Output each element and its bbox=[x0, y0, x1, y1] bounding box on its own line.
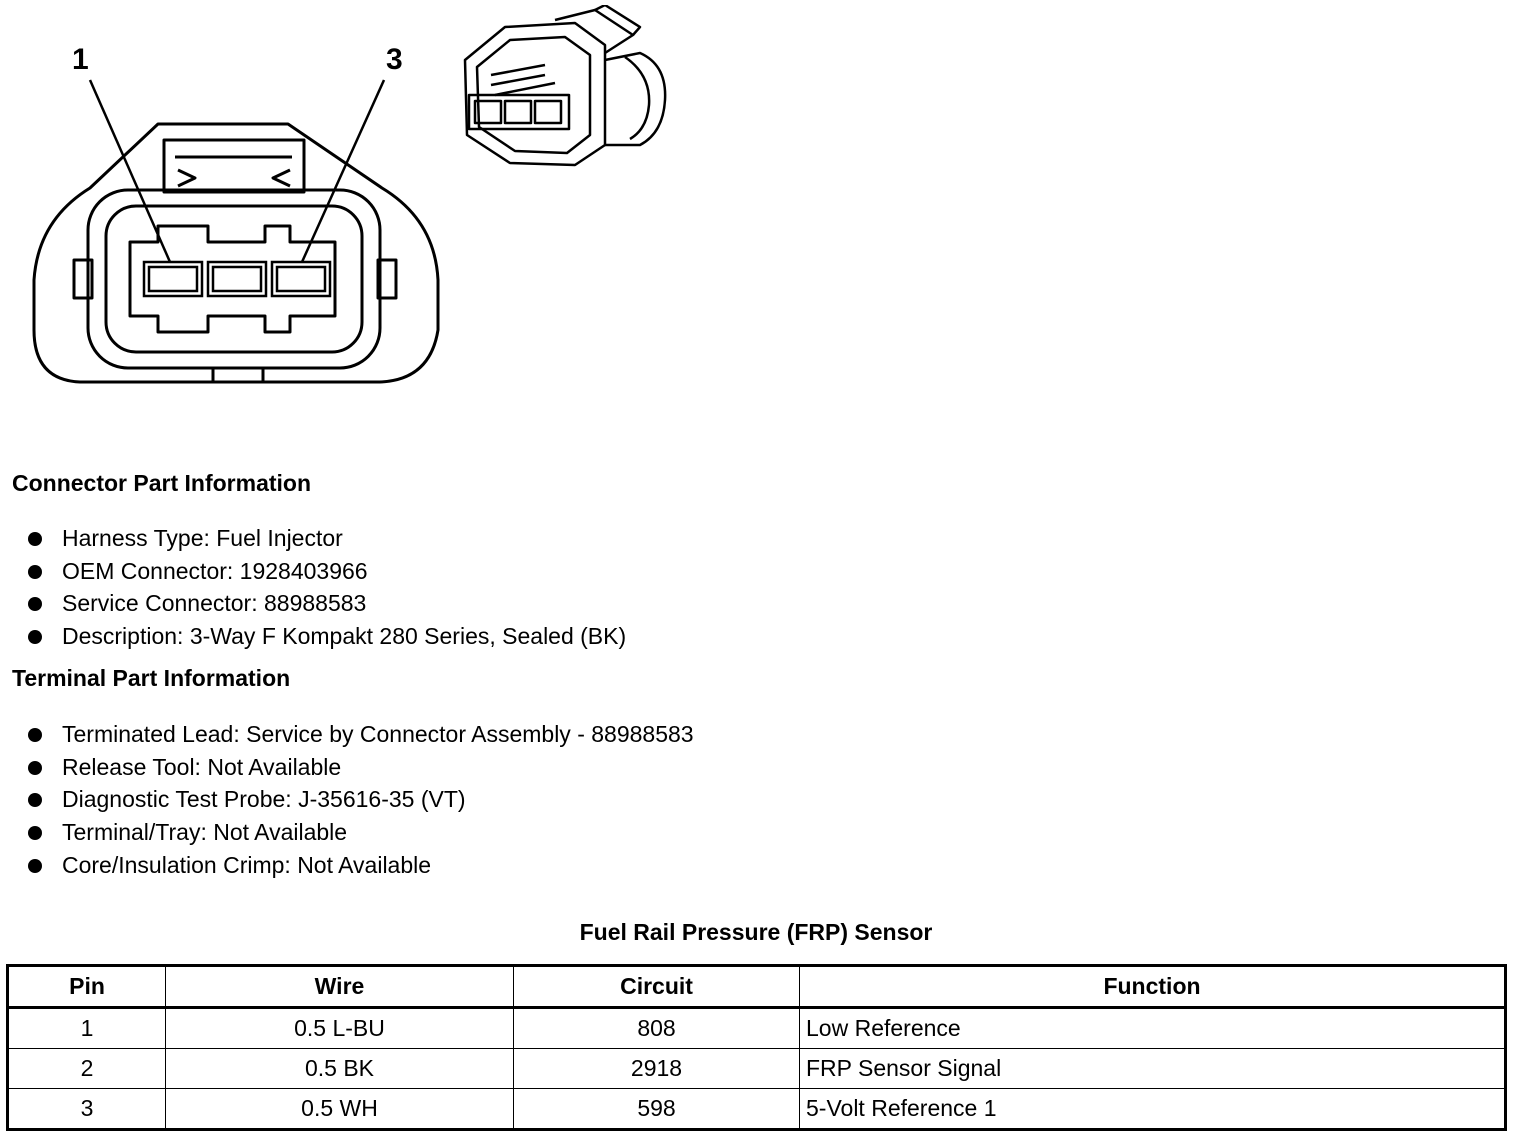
table-row bbox=[8, 1089, 1506, 1130]
connector-face-diagram bbox=[30, 40, 450, 390]
column-header-pin: Pin bbox=[8, 966, 166, 1008]
list-item: Diagnostic Test Probe: J-35616-35 (VT) bbox=[28, 783, 694, 816]
list-item: Terminated Lead: Service by Connector Assembly - 88988583 bbox=[28, 718, 694, 751]
bullet-icon bbox=[28, 532, 42, 546]
connector-3d-illustration bbox=[455, 5, 680, 175]
wire-cell: 0.5 WH bbox=[166, 1089, 514, 1130]
table-header-row bbox=[8, 966, 1506, 1008]
pin-1-callout: 1 bbox=[72, 43, 89, 76]
list-item: Terminal/Tray: Not Available bbox=[28, 816, 694, 849]
pinout-table bbox=[6, 964, 1507, 1131]
circuit-cell: 598 bbox=[514, 1089, 800, 1130]
bullet-icon bbox=[28, 597, 42, 611]
pinout-table-title: Fuel Rail Pressure (FRP) Sensor bbox=[579, 919, 933, 945]
list-item: Service Connector: 88988583 bbox=[28, 587, 626, 620]
pin-cell: 3 bbox=[8, 1089, 166, 1130]
terminal-info-list bbox=[28, 718, 694, 881]
bullet-icon bbox=[28, 826, 42, 840]
terminal-info-heading: Terminal Part Information bbox=[12, 665, 291, 691]
wire-cell: 0.5 BK bbox=[166, 1049, 514, 1089]
column-header-circuit: Circuit bbox=[514, 966, 800, 1008]
pin-3-callout: 3 bbox=[386, 43, 403, 76]
pin-cell: 2 bbox=[8, 1049, 166, 1089]
bullet-icon bbox=[28, 761, 42, 775]
list-item: Harness Type: Fuel Injector bbox=[28, 522, 626, 555]
list-item: OEM Connector: 1928403966 bbox=[28, 555, 626, 588]
function-cell: Low Reference bbox=[800, 1008, 1506, 1049]
connector-info-list bbox=[28, 522, 626, 653]
function-cell: FRP Sensor Signal bbox=[800, 1049, 1506, 1089]
connector-info-heading: Connector Part Information bbox=[12, 470, 312, 496]
column-header-function: Function bbox=[800, 966, 1506, 1008]
bullet-icon bbox=[28, 565, 42, 579]
wire-cell: 0.5 L-BU bbox=[166, 1008, 514, 1049]
list-item: Release Tool: Not Available bbox=[28, 751, 694, 784]
table-row bbox=[8, 1049, 1506, 1089]
bullet-icon bbox=[28, 728, 42, 742]
list-item: Core/Insulation Crimp: Not Available bbox=[28, 849, 694, 882]
bullet-icon bbox=[28, 859, 42, 873]
bullet-icon bbox=[28, 630, 42, 644]
circuit-cell: 808 bbox=[514, 1008, 800, 1049]
circuit-cell: 2918 bbox=[514, 1049, 800, 1089]
list-item: Description: 3-Way F Kompakt 280 Series, Sealed (BK) bbox=[28, 620, 626, 653]
column-header-wire: Wire bbox=[166, 966, 514, 1008]
bullet-icon bbox=[28, 793, 42, 807]
pin-cell: 1 bbox=[8, 1008, 166, 1049]
function-cell: 5-Volt Reference 1 bbox=[800, 1089, 1506, 1130]
table-row bbox=[8, 1008, 1506, 1049]
